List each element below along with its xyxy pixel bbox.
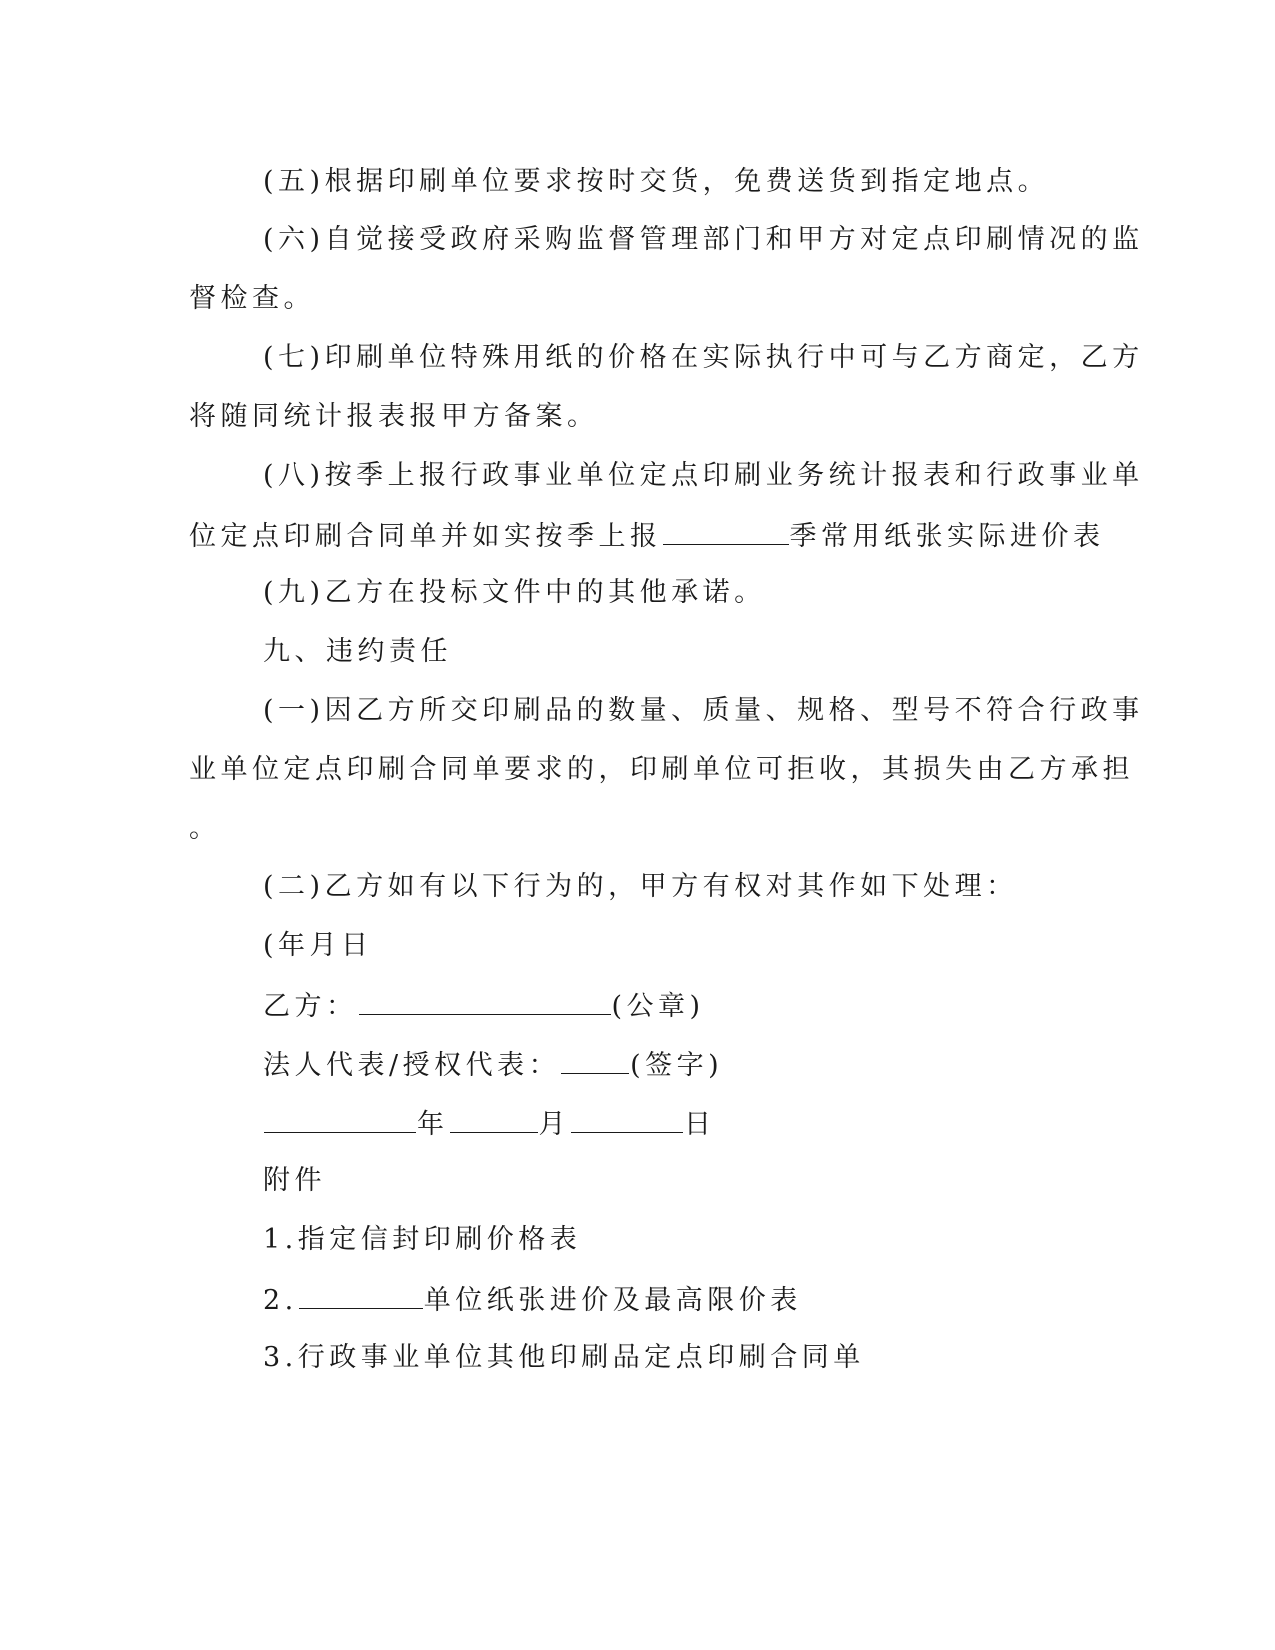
year-label: 年: [417, 1109, 449, 1140]
clause-6-text: (六)自觉接受政府采购监督管理部门和甲方对定点印刷情况的监: [263, 224, 1144, 255]
attachment-2: [263, 1282, 802, 1318]
clause-6-cont: [189, 282, 315, 316]
attachment-2-blank: [299, 1282, 423, 1309]
clause-6-cont-text: 督检查。: [189, 283, 315, 314]
liability-1-cont: [189, 753, 1134, 787]
clause-9-text: (九)乙方在投标文件中的其他承诺。: [263, 577, 766, 608]
party-b-label: 乙方：: [263, 991, 358, 1022]
representative-blank: [561, 1047, 629, 1074]
day-label: 日: [684, 1109, 716, 1140]
clause-9: [263, 576, 766, 610]
clause-5-text: (五)根据印刷单位要求按时交货，免费送货到指定地点。: [263, 166, 1050, 197]
clause-7-text: (七)印刷单位特殊用纸的价格在实际执行中可与乙方商定，乙方: [263, 342, 1144, 373]
party-b-blank: [359, 988, 611, 1015]
clause-7: [263, 341, 1144, 375]
clause-7-cont: [189, 400, 599, 434]
liability-1-end-text: 。: [189, 813, 221, 844]
attachment-2-num: 2.: [263, 1285, 298, 1316]
party-b-seal: (公章): [611, 991, 705, 1022]
representative-signature: [263, 1047, 723, 1083]
party-b-signature: [263, 988, 705, 1024]
attachment-1: [263, 1223, 581, 1257]
section-heading-text: 九、违约责任: [263, 636, 452, 667]
attachment-3: [263, 1341, 865, 1375]
liability-2-text: (二)乙方如有以下行为的，甲方有权对其作如下处理：: [263, 871, 1018, 902]
day-blank: [571, 1106, 683, 1133]
representative-label: 法人代表/授权代表：: [263, 1050, 561, 1081]
attachment-2-text: 单位纸张进价及最高限价表: [423, 1285, 802, 1316]
section-heading: [263, 635, 452, 669]
signing-date: [263, 1106, 716, 1142]
attachments-heading-text: 附件: [263, 1165, 326, 1196]
clause-8-cont-text-b: 季常用纸张实际进价表: [789, 521, 1105, 552]
month-blank: [450, 1106, 538, 1133]
liability-1-cont-text: 业单位定点印刷合同单要求的，印刷单位可拒收，其损失由乙方承担: [189, 754, 1134, 785]
season-blank: [663, 518, 789, 545]
clause-8-cont-text-a: 位定点印刷合同单并如实按季上报: [189, 521, 662, 552]
liability-1: [263, 694, 1144, 728]
clause-5: [263, 165, 1049, 199]
representative-sign: (签字): [630, 1050, 724, 1081]
liability-1-end: [189, 812, 221, 846]
date-fragment: [263, 929, 373, 963]
clause-8: [263, 459, 1144, 493]
clause-8-cont: [189, 518, 1105, 554]
liability-2: [263, 870, 1018, 904]
month-label: 月: [538, 1109, 570, 1140]
date-fragment-text: (年月日: [263, 930, 373, 961]
clause-6: [263, 223, 1144, 257]
attachment-3-text: 3.行政事业单位其他印刷品定点印刷合同单: [263, 1342, 865, 1373]
liability-1-text: (一)因乙方所交印刷品的数量、质量、规格、型号不符合行政事: [263, 695, 1144, 726]
attachments-heading: [263, 1164, 326, 1198]
attachment-1-text: 1.指定信封印刷价格表: [263, 1224, 582, 1255]
clause-8-text: (八)按季上报行政事业单位定点印刷业务统计报表和行政事业单: [263, 460, 1144, 491]
year-blank: [264, 1106, 416, 1133]
clause-7-cont-text: 将随同统计报表报甲方备案。: [189, 401, 599, 432]
